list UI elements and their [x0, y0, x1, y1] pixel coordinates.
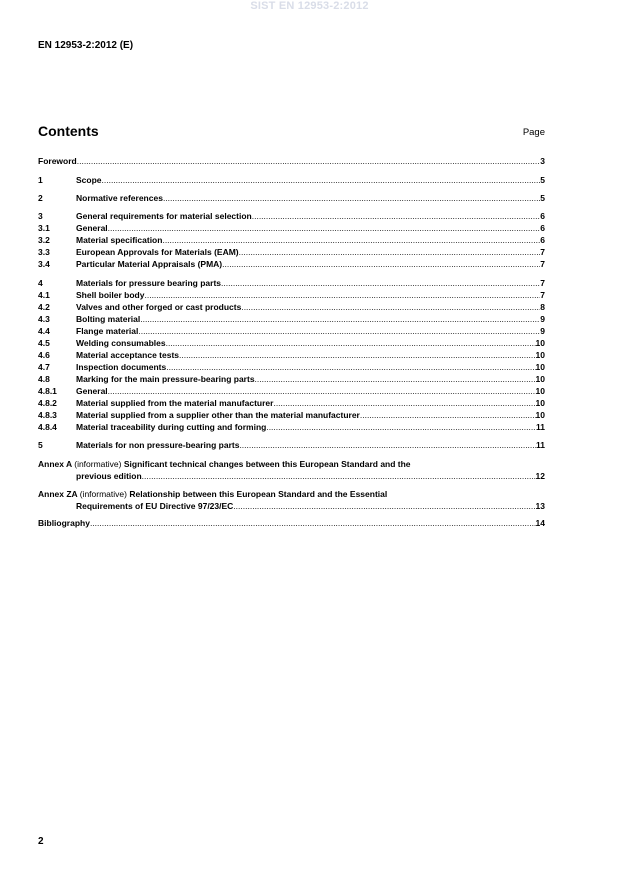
toc-entry-title: Flange material — [76, 326, 139, 336]
toc-entry-4-1[interactable] — [38, 289, 545, 301]
toc-leader-dots — [166, 361, 535, 373]
toc-entry-4-8-2[interactable] — [38, 397, 545, 409]
toc-entry-page: 6 — [540, 211, 545, 221]
document-id: EN 12953-2:2012 (E) — [38, 40, 134, 51]
page-number: 2 — [38, 836, 44, 847]
toc-entry-page: 9 — [540, 326, 545, 336]
toc-entry-title: Material specification — [76, 235, 163, 245]
toc-entry-4-6[interactable] — [38, 349, 545, 361]
toc-leader-dots — [239, 439, 536, 451]
toc-leader-dots — [108, 385, 536, 397]
toc-entry-number: 4.7 — [38, 362, 50, 372]
toc-entry-page: 3 — [540, 156, 545, 166]
toc-entry-page: 10 — [535, 362, 545, 372]
toc-entry-bibliography[interactable] — [38, 517, 545, 529]
toc-leader-dots — [233, 500, 535, 512]
toc-leader-dots — [166, 337, 536, 349]
toc-entry-title: General — [76, 386, 108, 396]
toc-entry-1[interactable] — [38, 174, 545, 186]
toc-entry-page: 10 — [535, 386, 545, 396]
toc-entry-number: 4.8 — [38, 374, 50, 384]
toc-entry-number: 1 — [38, 175, 43, 185]
toc-entry-page: 13 — [535, 501, 545, 511]
toc-leader-dots — [102, 174, 541, 186]
toc-entry-2[interactable] — [38, 192, 545, 204]
toc-entry-number: 4.8.4 — [38, 422, 57, 432]
toc-entry-title: Bibliography — [38, 518, 90, 528]
toc-leader-dots — [108, 222, 541, 234]
toc-entry-4-4[interactable] — [38, 325, 545, 337]
toc-leader-dots — [273, 397, 535, 409]
toc-leader-dots — [360, 409, 536, 421]
toc-entry-number: 4.4 — [38, 326, 50, 336]
toc-leader-dots — [239, 246, 541, 258]
toc-leader-dots — [222, 258, 540, 270]
toc-entry-annex-za[interactable] — [38, 488, 545, 500]
toc-entry-page: 6 — [540, 235, 545, 245]
annex-title-line1: Significant technical changes between this European Standard and the — [123, 459, 411, 469]
toc-entry-number: 4.3 — [38, 314, 50, 324]
toc-entry-page: 7 — [540, 247, 545, 257]
toc-entry-title: General requirements for material selection — [76, 211, 252, 221]
annex-label: Annex ZA — [38, 489, 78, 499]
toc-entry-title: Marking for the main pressure-bearing parts — [76, 374, 255, 384]
toc-entry-number: 2 — [38, 193, 43, 203]
toc-entry-page: 10 — [535, 410, 545, 420]
annex-title-line1: Relationship between this European Standard and the Essential — [129, 489, 388, 499]
toc-entry-number: 3.2 — [38, 235, 50, 245]
toc-entry-title: General — [76, 223, 108, 233]
toc-entry-page: 9 — [540, 314, 545, 324]
toc-entry-page: 7 — [540, 259, 545, 269]
toc-entry-4-8-1[interactable] — [38, 385, 545, 397]
page-column-label: Page — [522, 127, 545, 138]
watermark: SIST EN 12953-2:2012 — [250, 0, 369, 12]
toc-entry-annex-a-continuation[interactable] — [38, 470, 545, 482]
toc-leader-dots — [179, 349, 536, 361]
toc-entry-title: Valves and other forged or cast products — [76, 302, 242, 312]
annex-title-line2: Requirements of EU Directive 97/23/EC — [76, 501, 234, 511]
toc-leader-dots — [255, 373, 536, 385]
toc-entry-title: Welding consumables — [76, 338, 166, 348]
toc-entry-4[interactable] — [38, 277, 545, 289]
toc-entry-foreword[interactable] — [38, 155, 545, 167]
toc-entry-title: Materials for non pressure-bearing parts — [76, 440, 240, 450]
toc-entry-number: 3.3 — [38, 247, 50, 257]
toc-leader-dots — [162, 234, 540, 246]
toc-leader-dots — [241, 301, 540, 313]
toc-entry-page: 10 — [535, 338, 545, 348]
toc-leader-dots — [252, 210, 541, 222]
annex-kind: (informative) — [74, 459, 122, 469]
toc-entry-number: 4.5 — [38, 338, 50, 348]
toc-leader-dots — [266, 421, 536, 433]
toc-leader-dots — [138, 325, 540, 337]
toc-entry-3-2[interactable] — [38, 234, 545, 246]
toc-entry-page: 8 — [540, 302, 545, 312]
toc-leader-dots — [142, 470, 536, 482]
annex-label: Annex A — [38, 459, 72, 469]
toc-entry-3-4[interactable] — [38, 258, 545, 270]
toc-entry-number: 4.2 — [38, 302, 50, 312]
toc-entry-title: Material acceptance tests — [76, 350, 179, 360]
toc-entry-number: 3 — [38, 211, 43, 221]
toc-leader-dots — [77, 155, 541, 167]
toc-entry-number: 4.6 — [38, 350, 50, 360]
toc-leader-dots — [140, 313, 540, 325]
toc-entry-3-3[interactable] — [38, 246, 545, 258]
toc-entry-number: 4.8.3 — [38, 410, 57, 420]
toc-entry-title: European Approvals for Materials (EAM) — [76, 247, 239, 257]
annex-title-line2: previous edition — [76, 471, 142, 481]
toc-entry-page: 5 — [540, 175, 545, 185]
toc-entry-page: 10 — [535, 398, 545, 408]
toc-entry-page: 6 — [540, 223, 545, 233]
toc-entry-4-3[interactable] — [38, 313, 545, 325]
toc-entry-4-8-4[interactable] — [38, 421, 545, 433]
toc-entry-title: Bolting material — [76, 314, 141, 324]
toc-entry-3[interactable] — [38, 210, 545, 222]
toc-entry-page: 5 — [540, 193, 545, 203]
toc-entry-title: Inspection documents — [76, 362, 167, 372]
toc-entry-title: Scope — [76, 175, 102, 185]
toc-entry-page: 7 — [540, 290, 545, 300]
toc-entry-page: 14 — [535, 518, 545, 528]
annex-kind: (informative) — [79, 489, 127, 499]
toc-entry-4-5[interactable] — [38, 337, 545, 349]
toc-entry-3-1[interactable] — [38, 222, 545, 234]
toc-entry-title: Particular Material Appraisals (PMA) — [76, 259, 223, 269]
toc-entry-title: Material supplied from the material manufacturer — [76, 398, 274, 408]
toc-entry-4-2[interactable] — [38, 301, 545, 313]
toc-entry-page: 10 — [535, 374, 545, 384]
toc-entry-number: 3.4 — [38, 259, 50, 269]
toc-entry-number: 5 — [38, 440, 43, 450]
toc-entry-number: 3.1 — [38, 223, 50, 233]
toc-entry-annex-za-continuation[interactable] — [38, 500, 545, 512]
toc-leader-dots — [163, 192, 540, 204]
toc-entry-page: 12 — [535, 471, 545, 481]
toc-entry-page: 11 — [536, 440, 545, 450]
toc-entry-page: 10 — [535, 350, 545, 360]
toc-entry-number: 4.1 — [38, 290, 50, 300]
toc-entry-title: Normative references — [76, 193, 163, 203]
toc-entry-title: Foreword — [38, 156, 77, 166]
toc-entry-page: 11 — [536, 422, 545, 432]
toc-entry-5[interactable] — [38, 439, 545, 451]
toc-entry-title: Material traceability during cutting and forming — [76, 422, 267, 432]
toc-leader-dots — [144, 289, 540, 301]
toc-entry-page: 7 — [540, 278, 545, 288]
toc-entry-title: Materials for pressure bearing parts — [76, 278, 222, 288]
toc-entry-4-8-3[interactable] — [38, 409, 545, 421]
toc-entry-number: 4.8.2 — [38, 398, 57, 408]
toc-entry-number: 4 — [38, 278, 43, 288]
toc-entry-4-7[interactable] — [38, 361, 545, 373]
toc-entry-number: 4.8.1 — [38, 386, 57, 396]
toc-entry-title: Shell boiler body — [76, 290, 145, 300]
toc-entry-annex-a[interactable] — [38, 458, 545, 470]
toc-leader-dots — [90, 517, 536, 529]
toc-leader-dots — [221, 277, 540, 289]
toc-entry-4-8[interactable] — [38, 373, 545, 385]
toc-entry-title: Material supplied from a supplier other than the material manufacturer — [76, 410, 360, 420]
contents-heading: Contents — [38, 123, 99, 139]
